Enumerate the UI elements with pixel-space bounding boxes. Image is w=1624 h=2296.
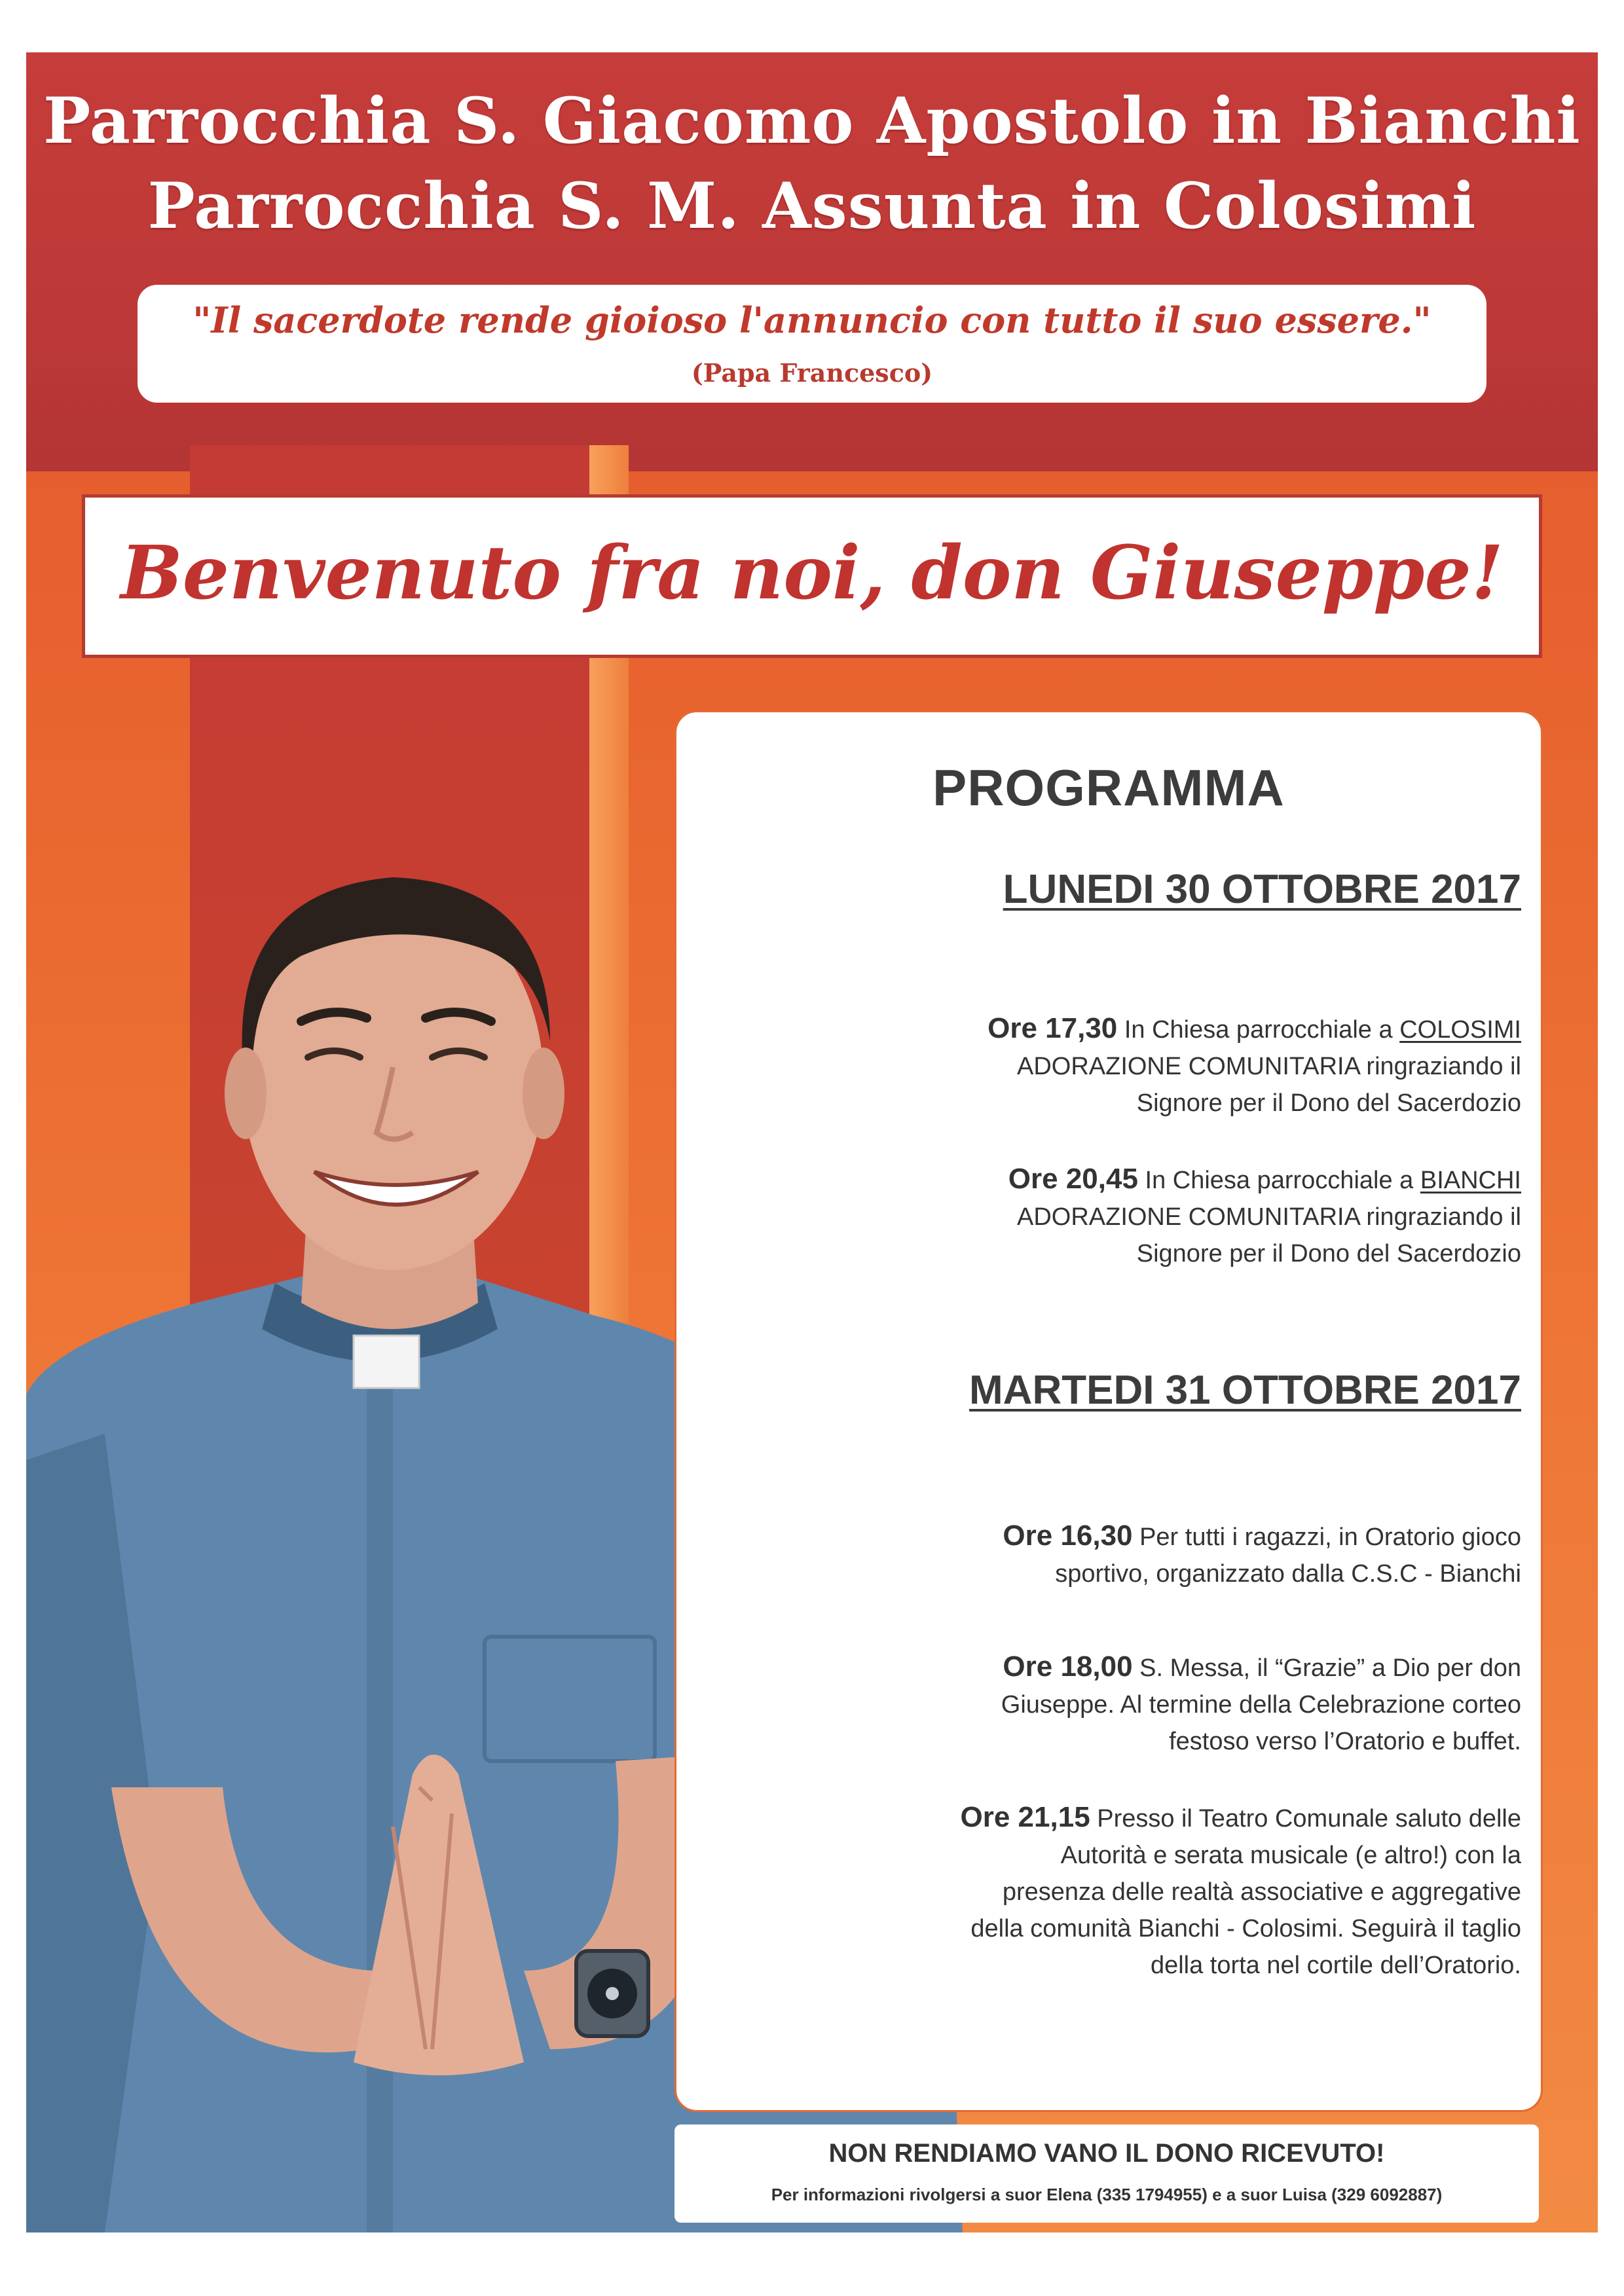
- day-heading-1: LUNEDI 30 OTTOBRE 2017: [1003, 867, 1521, 912]
- event-time: Ore 21,15: [960, 1801, 1090, 1833]
- shirt-placket: [367, 1329, 393, 2232]
- poster: [26, 52, 1598, 2232]
- event-3: Ore 16,30 Per tutti i ragazzi, in Oratorio gioco sportivo, organizzato dalla C.S.C - Bianchi: [1003, 1520, 1521, 1588]
- ear-left: [225, 1048, 267, 1139]
- parish-title-1: Parrocchia S. Giacomo Apostolo in Bianchi: [43, 84, 1581, 158]
- contact-info: Per informazioni rivolgersi a suor Elena (335 1794955) e a suor Luisa (329 6092887): [771, 2185, 1443, 2204]
- welcome-text: Benvenuto fra noi, don Giuseppe!: [120, 530, 1504, 616]
- event-2: Ore 20,45 In Chiesa parrocchiale a BIANCHI ADORAZIONE COMUNITARIA ringraziando il Signore per il Dono del Sacerdozio: [1008, 1163, 1521, 1267]
- quote-text: "Il sacerdote rende gioioso l'annuncio con tutto il suo essere.": [193, 299, 1431, 341]
- event-4: Ore 18,00 S. Messa, il “Grazie” a Dio per don Giuseppe. Al termine della Celebrazione corteo festoso verso l’Oratorio e buffet.: [1001, 1650, 1521, 1755]
- event-time: Ore 20,45: [1008, 1163, 1138, 1195]
- day-heading-2: MARTEDI 31 OTTOBRE 2017: [969, 1368, 1521, 1413]
- welcome-banner: [82, 494, 1542, 658]
- quote-box: [138, 285, 1486, 403]
- clerical-collar: [354, 1336, 419, 1388]
- event-place: COLOSIMI: [1399, 1016, 1521, 1044]
- event-time: Ore 16,30: [1003, 1520, 1133, 1552]
- ear-right: [523, 1048, 564, 1139]
- event-1: Ore 17,30 In Chiesa parrocchiale a COLOSIMI ADORAZIONE COMUNITARIA ringraziando il Signore per il Dono del Sacerdozio: [987, 1012, 1521, 1117]
- event-time: Ore 17,30: [987, 1012, 1118, 1044]
- program-panel: [674, 710, 1543, 2112]
- footer-slogan: NON RENDIAMO VANO IL DONO RICEVUTO!: [828, 2139, 1385, 2168]
- event-time: Ore 18,00: [1003, 1650, 1133, 1683]
- event-5: Ore 21,15 Presso il Teatro Comunale saluto delle Autorità e serata musicale (e altro!) con la presenza delle realtà associative e aggregative della comunità Bianchi - Colosimi. Seguirà il taglio della torta nel cortile dell’Oratorio.: [960, 1801, 1521, 1979]
- program-title: PROGRAMMA: [932, 759, 1285, 816]
- quote-author: (Papa Francesco): [691, 358, 933, 388]
- footer-box: [674, 2124, 1539, 2223]
- parish-title-2: Parrocchia S. M. Assunta in Colosimi: [147, 169, 1477, 243]
- event-place: BIANCHI: [1420, 1167, 1521, 1194]
